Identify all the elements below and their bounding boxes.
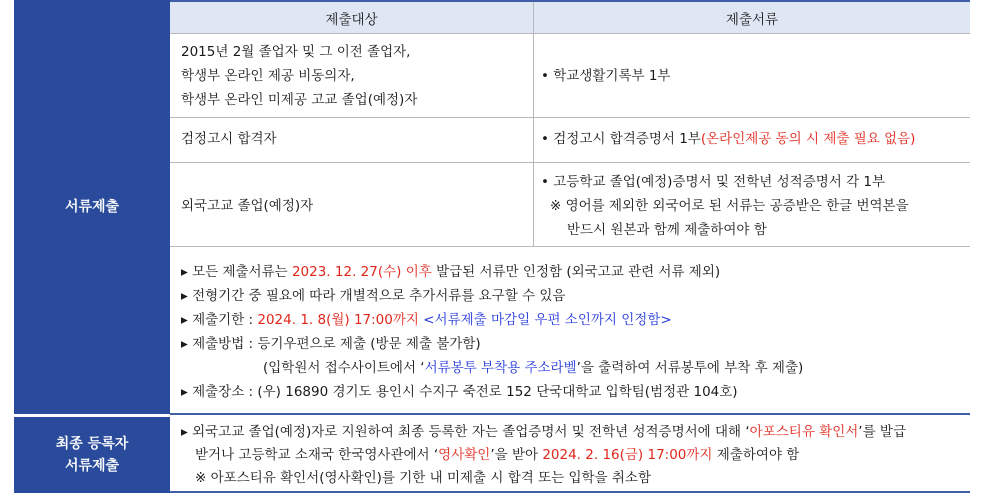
- row1-document-label: 학교생활기록부 1부: [553, 68, 671, 84]
- row1-target-line1: 2015년 2월 졸업자 및 그 이전 졸업자,: [181, 44, 411, 60]
- side-label-final-line1: 최종 등록자: [55, 436, 129, 452]
- note-4-text: 제출방법 : 등기우편으로 제출 (방문 제출 불가함): [192, 336, 481, 352]
- note-1: [181, 260, 720, 284]
- final-apostille: 아포스티유 확인서: [749, 424, 859, 440]
- triangle-bullet-icon: ▸: [181, 288, 188, 304]
- row1-document: • 학교생활기록부 1부: [541, 68, 671, 84]
- divider: [170, 162, 970, 163]
- final-line-1-end: ’를 발급: [858, 424, 907, 440]
- note-5: [181, 380, 738, 404]
- row3-document-line1: • 고등학교 졸업(예정)증명서 및 전학년 성적증명서 각 1부: [541, 174, 886, 190]
- triangle-bullet-icon: ▸: [181, 424, 188, 440]
- side-label-final: [56, 433, 129, 477]
- note-4-detail-c: ’을 출력하여 서류봉투에 부착 후 제출): [576, 360, 804, 376]
- final-line-2-end: 제출하여야 함: [712, 447, 800, 463]
- note-1-rest: 발급된 서류만 인정함 (외국고교 관련 서류 제외): [431, 264, 721, 280]
- row3-document-line2: ※ 영어를 제외한 외국어로 된 서류는 공증받은 한글 번역본을: [550, 198, 909, 214]
- header-documents: [534, 2, 970, 33]
- note-1-date: 2023. 12. 27(수) 이후: [291, 264, 432, 280]
- final-line-1: [181, 420, 906, 444]
- row2-document: • 검정고시 합격증명서 1부(온라인제공 동의 시 제출 필요 없음): [541, 131, 916, 147]
- side-cell-documents: [14, 0, 170, 414]
- final-line-2: [195, 443, 799, 467]
- note-4-detail-a: (입학원서 접수사이트에서 ‘: [263, 360, 425, 376]
- note-3: [181, 308, 672, 332]
- row2-document-note: (온라인제공 동의 시 제출 필요 없음): [700, 131, 916, 147]
- final-consular: 영사확인: [438, 447, 491, 463]
- final-line-1-text: 외국고교 졸업(예정)자로 지원하여 최종 등록한 자는 졸업증명서 및 전학년 성적증명서에 대해 ‘: [192, 424, 750, 440]
- triangle-bullet-icon: ▸: [181, 312, 188, 328]
- header-target-label: 제출대상: [325, 11, 378, 28]
- row2-target: 검정고시 합격자: [181, 131, 277, 147]
- triangle-bullet-icon: ▸: [181, 336, 188, 352]
- note-4: [181, 332, 481, 356]
- divider: [170, 33, 970, 34]
- note-2-text: 전형기간 중 필요에 따라 개별적으로 추가서류를 요구할 수 있음: [192, 288, 566, 304]
- final-line-2-mid: ’을 받아: [490, 447, 543, 463]
- divider: [170, 117, 970, 118]
- note-5-text: 제출장소 : (우) 16890 경기도 용인시 수지구 죽전로 152 단국대학교 입학팀(범정관 104호): [192, 384, 738, 400]
- row3-target: 외국고교 졸업(예정)자: [181, 198, 314, 214]
- side-cell-final: [14, 417, 170, 493]
- side-label-final-line2: 서류제출: [64, 458, 120, 474]
- note-3-text: 제출기한 :: [192, 312, 258, 328]
- divider: [170, 246, 970, 247]
- row3-document-line3: 반드시 원본과 함께 제출하여야 함: [567, 222, 767, 238]
- row1-target-line2: 학생부 온라인 제공 비동의자,: [181, 68, 355, 84]
- row1-target-line3: 학생부 온라인 미제공 고교 졸업(예정)자: [181, 92, 418, 108]
- note-1-text: 모든 제출서류는: [192, 264, 292, 280]
- final-line-2-text: 받거나 고등학교 소재국 한국영사관에서 ‘: [195, 447, 439, 463]
- header-target: [170, 2, 533, 33]
- note-4-detail-label: 서류봉투 부착용 주소라벨: [424, 360, 577, 376]
- final-deadline: 2024. 2. 16(금) 17:00까지: [542, 447, 713, 463]
- note-3-deadline: 2024. 1. 8(월) 17:00까지: [257, 312, 419, 328]
- final-line-3: ※ 아포스티유 확인서(영사확인)를 기한 내 미제출 시 합격 또는 입학을 취소함: [195, 470, 651, 486]
- row2-document-label: 검정고시 합격증명서 1부: [553, 131, 701, 147]
- triangle-bullet-icon: ▸: [181, 264, 188, 280]
- header-documents-label: 제출서류: [725, 11, 779, 28]
- divider: [533, 2, 534, 246]
- row3-document-label: 고등학교 졸업(예정)증명서 및 전학년 성적증명서 각 1부: [553, 174, 886, 190]
- note-4-detail: [263, 356, 803, 380]
- note-3-postmark: <서류제출 마감일 우편 소인까지 인정함>: [418, 312, 672, 328]
- triangle-bullet-icon: ▸: [181, 384, 188, 400]
- note-2: [181, 284, 565, 308]
- side-label-documents: 서류제출: [64, 199, 120, 215]
- section-border: [170, 413, 970, 415]
